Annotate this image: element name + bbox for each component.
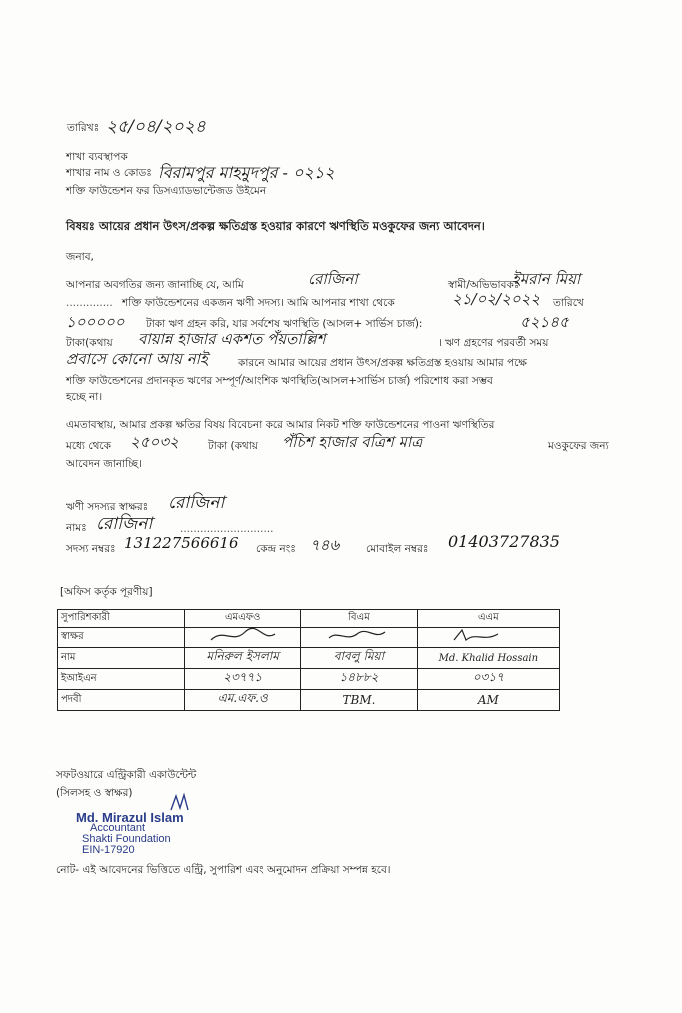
applicant-name: রোজিনা <box>308 270 358 288</box>
branch-name-code: বিরামপুর মাহমুদপুর - ০২১২ <box>158 163 335 182</box>
am-name: Md. Khalid Hossain <box>417 648 559 669</box>
table-header-row <box>58 610 560 628</box>
para1-t6: টাকা(কথায় <box>66 337 113 349</box>
office-table <box>57 609 560 711</box>
header-mfo: এমএফও <box>185 610 301 628</box>
bm-signature <box>301 628 417 648</box>
addressee-line2-label: শাখার নাম ও কোডঃ <box>66 167 152 179</box>
salutation: জনাব, <box>66 251 94 263</box>
stamp-org: Shakti Foundation <box>82 833 171 845</box>
center-label: কেন্দ্র নংঃ <box>256 543 296 555</box>
para2-t1: এমতাবস্থায়, আমার প্রকল্প ক্ষতির বিষয় বিবেচনা করে আমার নিকট শক্তি ফাউন্ডেশনের পাওনা ঋণস্থিতির <box>66 419 495 431</box>
mfo-signature <box>185 628 301 648</box>
waive-in-words: পঁচিশ হাজার বত্রিশ মাত্র <box>282 433 423 451</box>
bm-ein: ১৪৮৮২ <box>301 669 417 690</box>
date-label: তারিখঃ <box>67 122 100 134</box>
table-row <box>58 669 560 690</box>
am-designation: AM <box>417 690 559 711</box>
center-number: ৭৪৬ <box>310 536 340 554</box>
stamp-title: Accountant <box>90 822 146 834</box>
para1-t4: তারিখে <box>553 297 584 309</box>
date-line <box>67 121 99 135</box>
signature-scribble-am <box>448 628 528 644</box>
am-ein: ০৩১৭ <box>417 669 559 690</box>
para1-t7: । ঋণ গ্রহণের পরবর্তী সময় <box>438 337 549 349</box>
row-label-signature: স্বাক্ষর <box>58 628 185 648</box>
para1-t5: টাকা ঋণ গ্রহন করি, যার সর্বশেষ ঋণস্থিতি (আসল+ সার্ভিস চার্জ): <box>146 318 423 330</box>
row-label-designation: পদবী <box>58 690 185 711</box>
stamp-name: Md. Mirazul Islam <box>76 810 184 825</box>
member-name: রোজিনা <box>96 514 153 534</box>
para1-t10: হচ্ছে না। <box>66 391 103 403</box>
para1-dots: .............. <box>66 297 113 309</box>
header-am: এএম <box>417 610 559 628</box>
bm-designation: TBM. <box>301 690 417 711</box>
para2-t2: মধ্যে থেকে <box>66 440 111 452</box>
para2-t4: মওকুফের জন্য <box>548 440 609 452</box>
para1-t1: আপনার অবগতির জন্য জানাচ্ছি যে, আমি <box>66 279 244 291</box>
member-sig-label: ঋণী সদস্যর স্বাক্ষরঃ <box>66 501 149 513</box>
loan-amount: ১০০০০০ <box>66 313 125 331</box>
member-name-label: নামঃ <box>66 522 87 534</box>
header-recommender: সুপারিশকারী <box>58 610 185 628</box>
row-label-ein: ইআইএন <box>58 669 185 690</box>
subject: বিষয়ঃ আয়ের প্রধান উৎস/প্রকল্প ক্ষতিগ্রস্ত হওয়ার কারণে ঋণস্থিতি মওকুফের জন্য আবেদন। <box>66 219 485 233</box>
member-signature: রোজিনা <box>168 493 225 513</box>
row-label-name: নাম <box>58 648 185 669</box>
am-signature <box>417 628 559 648</box>
note: নোট- এই আবেদনের ভিত্তিতে এন্ট্রি, সুপারিশ এবং অনুমোদন প্রক্রিয়া সম্পন্ন হবে। <box>56 864 391 876</box>
waive-amount: ২৫০৩২ <box>130 433 179 451</box>
addressee-line3: শক্তি ফাউন্ডেশন ফর ডিসএ্যাডভান্টেজড উইমেন <box>66 185 267 197</box>
para1-t3: শক্তি ফাউন্ডেশনের একজন ঋণী সদস্য। আমি আপনার শাখা থেকে <box>122 297 395 309</box>
guardian-name: ইমরান মিয়া <box>512 270 581 288</box>
addressee-line1: শাখা ব্যবস্থাপক <box>66 151 128 163</box>
accountant-stamp <box>76 812 184 856</box>
mfo-designation: এম.এফ.ও <box>185 690 301 711</box>
mfo-ein: ২৩৭৭১ <box>185 669 301 690</box>
loan-balance: ৫২১৪৫ <box>520 313 569 331</box>
para2-t5: আবেদন জানাচ্ছি। <box>66 458 142 470</box>
loan-date: ২১/০২/২০২২ <box>452 290 541 308</box>
damage-cause: প্রবাসে কোনো আয় নাই <box>66 350 208 368</box>
para2-t3: টাকা (কথায় <box>208 440 258 452</box>
header-bm: বিএম <box>301 610 417 628</box>
member-name-dots: ............................ <box>180 523 274 535</box>
mobile-label: মোবাইল নম্বরঃ <box>366 543 429 555</box>
stamp-ein: EIN-17920 <box>82 844 135 856</box>
member-id: 131227566616 <box>124 534 239 552</box>
table-row <box>58 648 560 669</box>
accountant-line2: (সিলসহ ও স্বাক্ষর) <box>56 787 133 799</box>
date-value: ২৫/০৪/২০২৪ <box>106 117 206 137</box>
balance-in-words: বায়ান্ন হাজার একশত পঁয়তাল্লিশ <box>138 330 326 348</box>
signature-scribble-mfo <box>203 628 283 644</box>
table-row <box>58 628 560 648</box>
para1-t2: স্বামী/অভিভাবকঃ <box>448 279 520 291</box>
table-row <box>58 690 560 711</box>
office-label: [অফিস কর্তৃক পূরণীয়] <box>60 586 153 598</box>
mobile-number: 01403727835 <box>448 532 560 551</box>
para1-t9: শক্তি ফাউন্ডেশনের প্রদানকৃত ঋণের সম্পূর্ণ/আংশিক ঋণস্থিতি(আসল+সার্ভিস চার্জ) পরিশোধ করা সম্ভব <box>66 375 493 387</box>
para1-t8: কারনে আমার আয়ের প্রধান উৎস/প্রকল্প ক্ষতিগ্রস্ত হওয়ায় আমার পক্ষে <box>238 357 527 369</box>
member-id-label: সদস্য নম্বরঃ <box>66 543 116 555</box>
bm-name: বাবলু মিয়া <box>301 648 417 669</box>
mfo-name: মনিরুল ইসলাম <box>185 648 301 669</box>
accountant-line1: সফটওয়ারে এন্ট্রিকারী একাউন্টেন্ট <box>56 769 197 781</box>
signature-scribble-bm <box>319 628 399 644</box>
